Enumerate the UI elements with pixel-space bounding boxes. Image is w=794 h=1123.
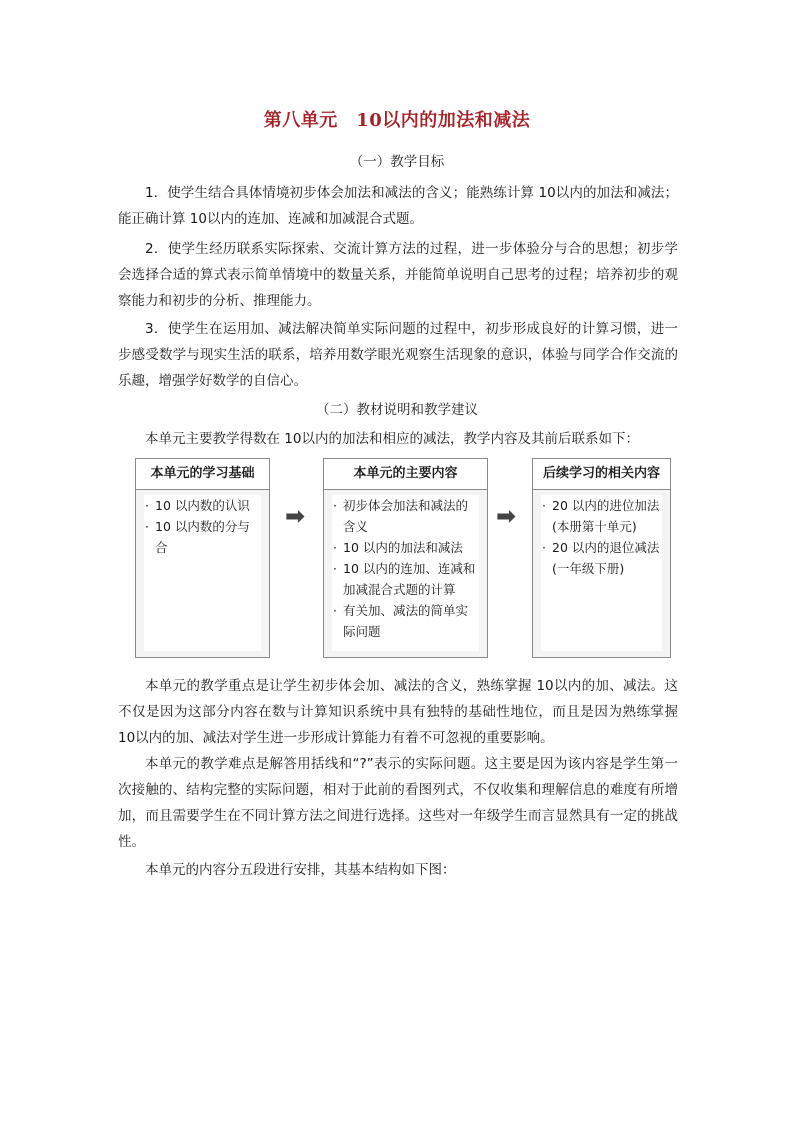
list-item: · 初步体会加法和减法的含义 xyxy=(332,495,479,537)
difficulties-paragraph: 本单元的教学难点是解答用括线和“?”表示的实际问题。这主要是因为该内容是学生第一次接触的、结构完整的实际问题，相对于此前的看图列式，不仅收集和理解信息的难度有所增加，而且需要学生在不同计算方法之间进行选择。这些对一年级学生而言显然具有一定的挑战性。 xyxy=(118,756,678,850)
list-item: · 10 以内数的分与合 xyxy=(144,516,261,558)
structure-intro-paragraph: 本单元的内容分五段进行安排，其基本结构如下图： xyxy=(145,862,456,878)
objective-paragraph-3: 3．使学生在运用加、减法解决简单实际问题的过程中，初步形成良好的计算习惯，进一步感受数学与现实生活的联系，培养用数学眼光观察生活现象的意识，体验与同学合作交流的乐趣，增强学好数学的自信心。 xyxy=(118,321,678,389)
section-heading-materials: （二）教材说明和教学建议 xyxy=(316,402,478,418)
page-title: 第八单元 10以内的加法和减法 xyxy=(263,110,531,131)
box-follow-up-content xyxy=(532,458,671,658)
objective-paragraph-1: 1．使学生结合具体情境初步体会加法和减法的含义；能熟练计算 10以内的加法和减法；能正确计算 10以内的连加、连减和加减混合式题。 xyxy=(118,185,678,227)
box-title: 本单元的学习基础 xyxy=(136,459,269,490)
arrow-right-icon: ➡ xyxy=(496,502,517,530)
box-body xyxy=(541,495,662,651)
section-heading-objectives: （一）教学目标 xyxy=(349,154,445,170)
list-item: · 10 以内的加法和减法 xyxy=(332,537,479,558)
list-item: · 10 以内数的认识 xyxy=(144,495,261,516)
list-item: · 20 以内的进位加法(本册第十单元) xyxy=(541,495,662,537)
box-title: 后续学习的相关内容 xyxy=(533,459,670,490)
arrow-right-icon: ➡ xyxy=(285,502,306,530)
box-learning-foundation xyxy=(135,458,270,658)
content-relation-diagram xyxy=(135,458,671,658)
intro-paragraph: 本单元主要教学得数在 10以内的加法和相应的减法，教学内容及其前后联系如下： xyxy=(145,431,639,447)
box-body xyxy=(332,495,479,651)
list-item: · 20 以内的退位减法(一年级下册) xyxy=(541,537,662,579)
box-title: 本单元的主要内容 xyxy=(324,459,487,490)
objective-paragraph-2: 2．使学生经历联系实际探索、交流计算方法的过程，进一步体验分与合的思想；初步学会选择合适的算式表示简单情境中的数量关系，并能简单说明自己思考的过程；培养初步的观察能力和初步的分析、推理能力。 xyxy=(118,241,678,309)
list-item: · 10 以内的连加、连减和加减混合式题的计算 xyxy=(332,558,479,600)
box-body xyxy=(144,495,261,651)
key-points-paragraph: 本单元的教学重点是让学生初步体会加、减法的含义，熟练掌握 10以内的加、减法。这不仅是因为这部分内容在数与计算知识系统中具有独特的基础性地位，而且是因为熟练掌握 10以内的加、减法对学生进一步形成计算能力有着不可忽视的重要影响。 xyxy=(118,678,678,746)
box-main-content xyxy=(323,458,488,658)
list-item: · 有关加、减法的简单实际问题 xyxy=(332,600,479,642)
